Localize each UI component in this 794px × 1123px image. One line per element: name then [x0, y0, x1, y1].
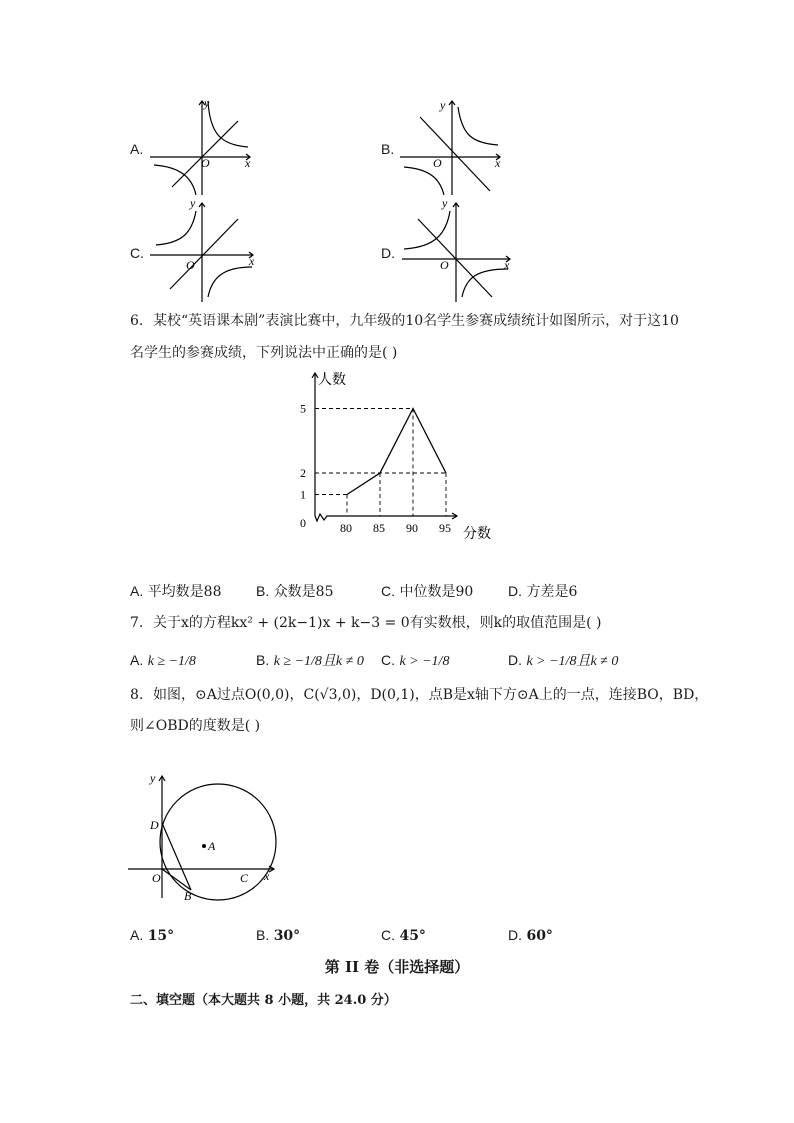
q8-number: 8. — [130, 687, 144, 703]
chart-xlabel: 分数 — [463, 527, 491, 542]
line-graph — [170, 219, 238, 289]
q8-option-b: B. 30° — [256, 927, 301, 944]
q5-graph-c — [148, 197, 263, 305]
line-graph — [418, 219, 492, 297]
hyperbola-branch-1 — [458, 107, 498, 145]
q7-number: 7. — [130, 615, 144, 631]
q8-option-a: A. 15° — [130, 927, 175, 944]
svg-text:A: A — [208, 839, 216, 853]
svg-text:C: C — [240, 871, 249, 885]
q8-stem-line2: 则∠OBD的度数是( ) — [130, 718, 261, 734]
q6-stem-line2: 名学生的参赛成绩，下列说法中正确的是( ) — [130, 345, 398, 361]
chart-origin-label: 0 — [300, 516, 306, 530]
q6-option-b: B. 众数是85 — [256, 583, 334, 600]
q7-option-d: D. k > −1/8且k ≠ 0 — [508, 652, 619, 669]
q6-option-c: C. 中位数是90 — [381, 583, 474, 600]
chart-x-axis — [315, 514, 457, 521]
q6-option-d: D. 方差是6 — [508, 583, 578, 600]
chart-guides — [315, 409, 446, 517]
q8-option-d: D. 60° — [508, 927, 553, 944]
svg-text:y: y — [440, 98, 446, 112]
chart-series-line — [347, 409, 446, 495]
y-tick-5: 5 — [300, 401, 306, 416]
hyperbola-branch-2 — [404, 167, 444, 195]
q6-number: 6. — [130, 313, 144, 329]
y-tick-1: 1 — [300, 487, 306, 502]
q5-graph-d — [400, 197, 520, 305]
q5-option-b-label: B. — [381, 141, 395, 157]
svg-text:y: y — [442, 197, 448, 210]
q7-stem: 关于x的方程kx² + (2k−1)x + k−3 = 0有实数根，则k的取值范围是( ) — [153, 615, 602, 631]
q6-line-chart — [295, 365, 505, 545]
svg-text:O: O — [186, 258, 195, 272]
svg-text:O: O — [201, 156, 210, 170]
q7-option-b: B. k ≥ −1/8且k ≠ 0 — [256, 652, 364, 669]
x-tick-80: 80 — [340, 521, 352, 535]
svg-text:y: y — [150, 771, 156, 785]
svg-text:x: x — [495, 156, 501, 170]
svg-text:O: O — [440, 258, 449, 272]
x-tick-90: 90 — [406, 521, 418, 535]
hyperbola-branch-1 — [404, 211, 450, 249]
part-2-title: 第 II 卷（非选择题） — [324, 958, 470, 976]
svg-text:x: x — [504, 258, 510, 272]
q8-stem-line1: 如图，⊙A过点O(0,0)，C(√3,0)，D(0,1)，点B是x轴下方⊙A上的一点，连接BO，BD， — [153, 687, 709, 703]
svg-text:y: y — [190, 197, 196, 210]
hyperbola-branch-2 — [208, 267, 252, 297]
hyperbola-branch-1 — [208, 101, 248, 147]
x-tick-95: 95 — [439, 521, 451, 535]
x-tick-85: 85 — [373, 521, 385, 535]
q6-stem-line1: 某校“英语课本剧”表演比赛中，九年级的10名学生参赛成绩统计如图所示，对于这10 — [153, 313, 679, 329]
q5-option-c-label: C. — [130, 245, 144, 261]
line-graph — [420, 117, 490, 191]
section-2-title: 二、填空题（本大题共 8 小题，共 24.0 分） — [130, 993, 397, 1008]
q6-option-a: A. 平均数是88 — [130, 583, 222, 600]
q5-graph-b — [400, 95, 510, 200]
svg-text:y: y — [204, 96, 210, 110]
svg-text:B: B — [184, 889, 192, 903]
y-tick-2: 2 — [300, 466, 306, 480]
circle-a — [160, 784, 276, 900]
line-graph — [172, 121, 238, 187]
center-point-a — [202, 844, 206, 848]
svg-text:x: x — [245, 156, 251, 170]
q8-option-c: C. 45° — [381, 927, 426, 944]
q5-graph-a — [150, 95, 260, 200]
q8-circle-figure — [128, 770, 288, 905]
q7-option-a: A. k ≥ −1/8 — [130, 652, 196, 669]
svg-text:x: x — [264, 869, 270, 883]
svg-text:O: O — [152, 871, 161, 885]
svg-text:D: D — [150, 818, 159, 832]
svg-text:O: O — [433, 156, 442, 170]
chart-ylabel: 人数 — [318, 373, 346, 388]
q5-option-a-label: A. — [130, 141, 144, 157]
q7-option-c: C. k > −1/8 — [381, 652, 450, 669]
svg-text:x: x — [249, 254, 255, 268]
hyperbola-branch-1 — [156, 211, 196, 245]
q5-option-d-label: D. — [381, 245, 395, 261]
